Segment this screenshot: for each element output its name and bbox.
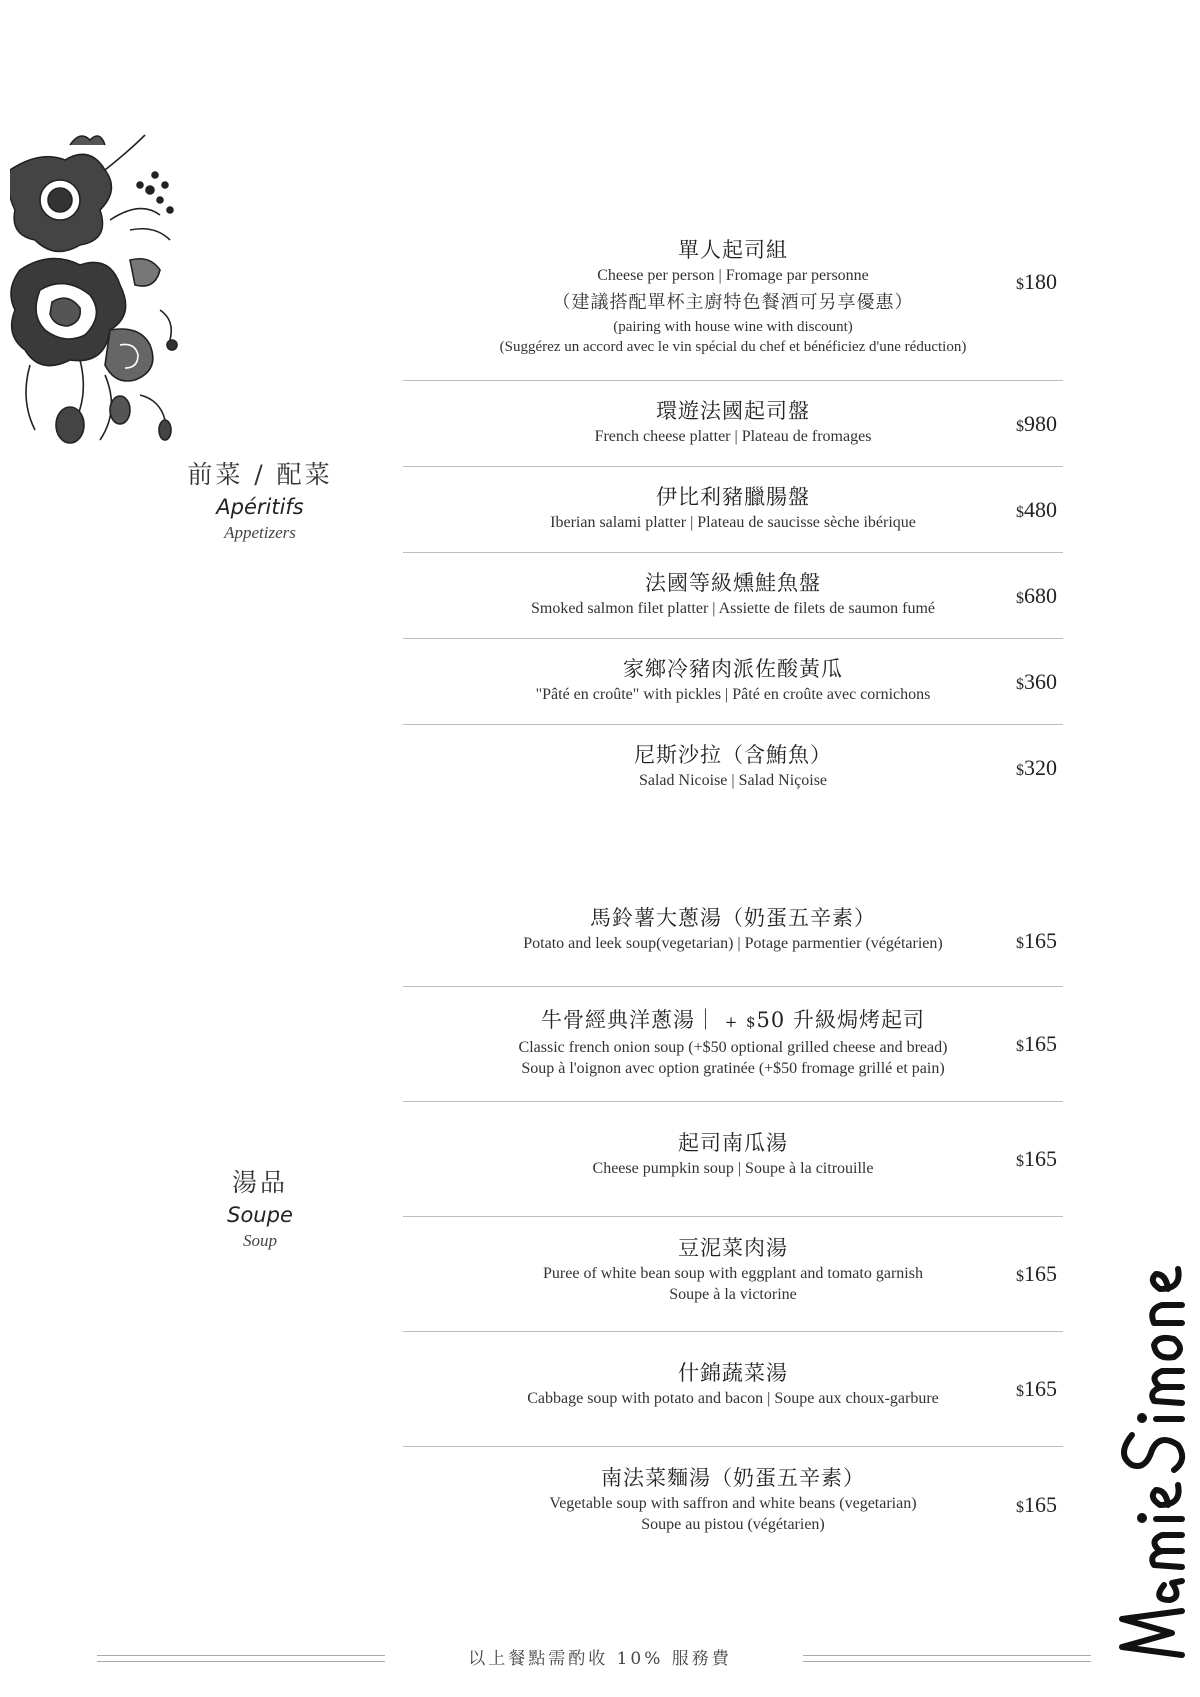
- item-description: Classic french onion soup (+$50 optional grilled cheese and bread): [518, 1039, 948, 1056]
- item-name-zh: 起司南瓜湯: [678, 1131, 788, 1155]
- item-price: $165: [1016, 927, 1057, 953]
- item-name-zh: 豆泥菜肉湯: [678, 1236, 788, 1260]
- item-description: "Pâté en croûte" with pickles | Pâté en croûte avec cornichons: [535, 686, 931, 703]
- section-title-zh: 湯品: [231, 1168, 288, 1197]
- section-title-en: Appetizers: [224, 523, 296, 542]
- menu-item: [403, 1102, 1063, 1217]
- footer-rule-left: [97, 1655, 385, 1662]
- item-price: $480: [1016, 496, 1057, 522]
- item-price: $165: [1016, 1261, 1057, 1286]
- item-name-zh: 什錦蔬菜湯: [678, 1361, 788, 1385]
- section-title-zh: 前菜 / 配菜: [187, 460, 333, 489]
- menu-item: [403, 1332, 1063, 1447]
- item-price: $680: [1016, 582, 1057, 608]
- section-label-appetizers: [180, 455, 340, 543]
- item-price: $320: [1016, 755, 1057, 780]
- item-name-zh: 馬鈴薯大蔥湯（奶蛋五辛素）: [590, 906, 876, 930]
- item-description: Cheese pumpkin soup | Soupe à la citrouille: [592, 1160, 874, 1177]
- item-description: Cheese per person | Fromage par personne: [597, 267, 869, 284]
- menu-item: [403, 553, 1063, 639]
- menu-item: [403, 1447, 1063, 1562]
- menu-item: [403, 233, 1063, 381]
- section-label-soup: [180, 1163, 340, 1251]
- soups-menu: [403, 895, 1063, 1562]
- appetizers-menu: [403, 233, 1063, 811]
- item-name-zh: 南法菜麵湯（奶蛋五辛素）: [601, 1466, 865, 1490]
- item-price: $980: [1016, 410, 1057, 436]
- item-name-zh: 環遊法國起司盤: [656, 399, 810, 423]
- item-description-fr: Soupe à la victorine: [669, 1286, 797, 1303]
- item-name-zh: 單人起司組: [678, 238, 788, 262]
- floral-illustration: [10, 130, 185, 455]
- item-price: $165: [1016, 1146, 1057, 1171]
- item-price: $360: [1016, 668, 1057, 694]
- menu-item: [403, 725, 1063, 811]
- item-note-zh: （建議搭配單杯主廚特色餐酒可另享優惠）: [552, 292, 914, 313]
- menu-item: [403, 987, 1063, 1102]
- menu-item: [403, 1217, 1063, 1332]
- brand-signature-logo: [1120, 1245, 1200, 1665]
- item-description-fr: Soup à l'oignon avec option gratinée (+$50 fromage grillé et pain): [521, 1060, 945, 1077]
- item-price: $165: [1016, 1491, 1057, 1517]
- item-price: $165: [1016, 1376, 1057, 1401]
- section-title-fr: Soupe: [227, 1203, 293, 1227]
- menu-item: [403, 381, 1063, 467]
- section-title-en: Soup: [243, 1231, 277, 1250]
- item-note-fr: (Suggérez un accord avec le vin spécial du chef et bénéficiez d'une réduction): [499, 339, 967, 355]
- item-note-en: (pairing with house wine with discount): [613, 319, 853, 335]
- item-price: $180: [1016, 269, 1057, 294]
- item-name-zh: 家鄉冷豬肉派佐酸黃瓜: [623, 657, 843, 681]
- section-title-fr: Apéritifs: [216, 495, 304, 519]
- service-charge-note: 以上餐點需酌收 10% 服務費: [468, 1649, 732, 1669]
- item-description: Potato and leek soup(vegetarian) | Potage parmentier (végétarien): [523, 935, 943, 952]
- footer: [0, 1644, 1200, 1674]
- menu-item: [403, 895, 1063, 987]
- footer-rule-right: [803, 1655, 1091, 1662]
- item-name-zh: 牛骨經典洋蔥湯｜ + $50 升級焗烤起司: [541, 1008, 925, 1032]
- menu-item: [403, 467, 1063, 553]
- item-description: Cabbage soup with potato and bacon | Soupe aux choux-garbure: [527, 1390, 939, 1407]
- menu-item: [403, 639, 1063, 725]
- item-description: Salad Nicoise | Salad Niçoise: [638, 772, 828, 789]
- item-name-zh: 伊比利豬臘腸盤: [656, 485, 810, 509]
- item-name-zh: 尼斯沙拉（含鮪魚）: [634, 743, 832, 767]
- item-description: Vegetable soup with saffron and white beans (vegetarian): [549, 1495, 917, 1512]
- item-description-fr: Soupe au pistou (végétarien): [641, 1516, 825, 1533]
- item-description: Iberian salami platter | Plateau de saucisse sèche ibérique: [550, 514, 916, 531]
- item-description: Puree of white bean soup with eggplant and tomato garnish: [543, 1265, 923, 1282]
- item-price: $165: [1016, 1031, 1057, 1056]
- item-name-zh: 法國等級燻鮭魚盤: [645, 571, 821, 595]
- item-description: Smoked salmon filet platter | Assiette de filets de saumon fumé: [530, 600, 935, 617]
- item-description: French cheese platter | Plateau de fromages: [594, 428, 872, 445]
